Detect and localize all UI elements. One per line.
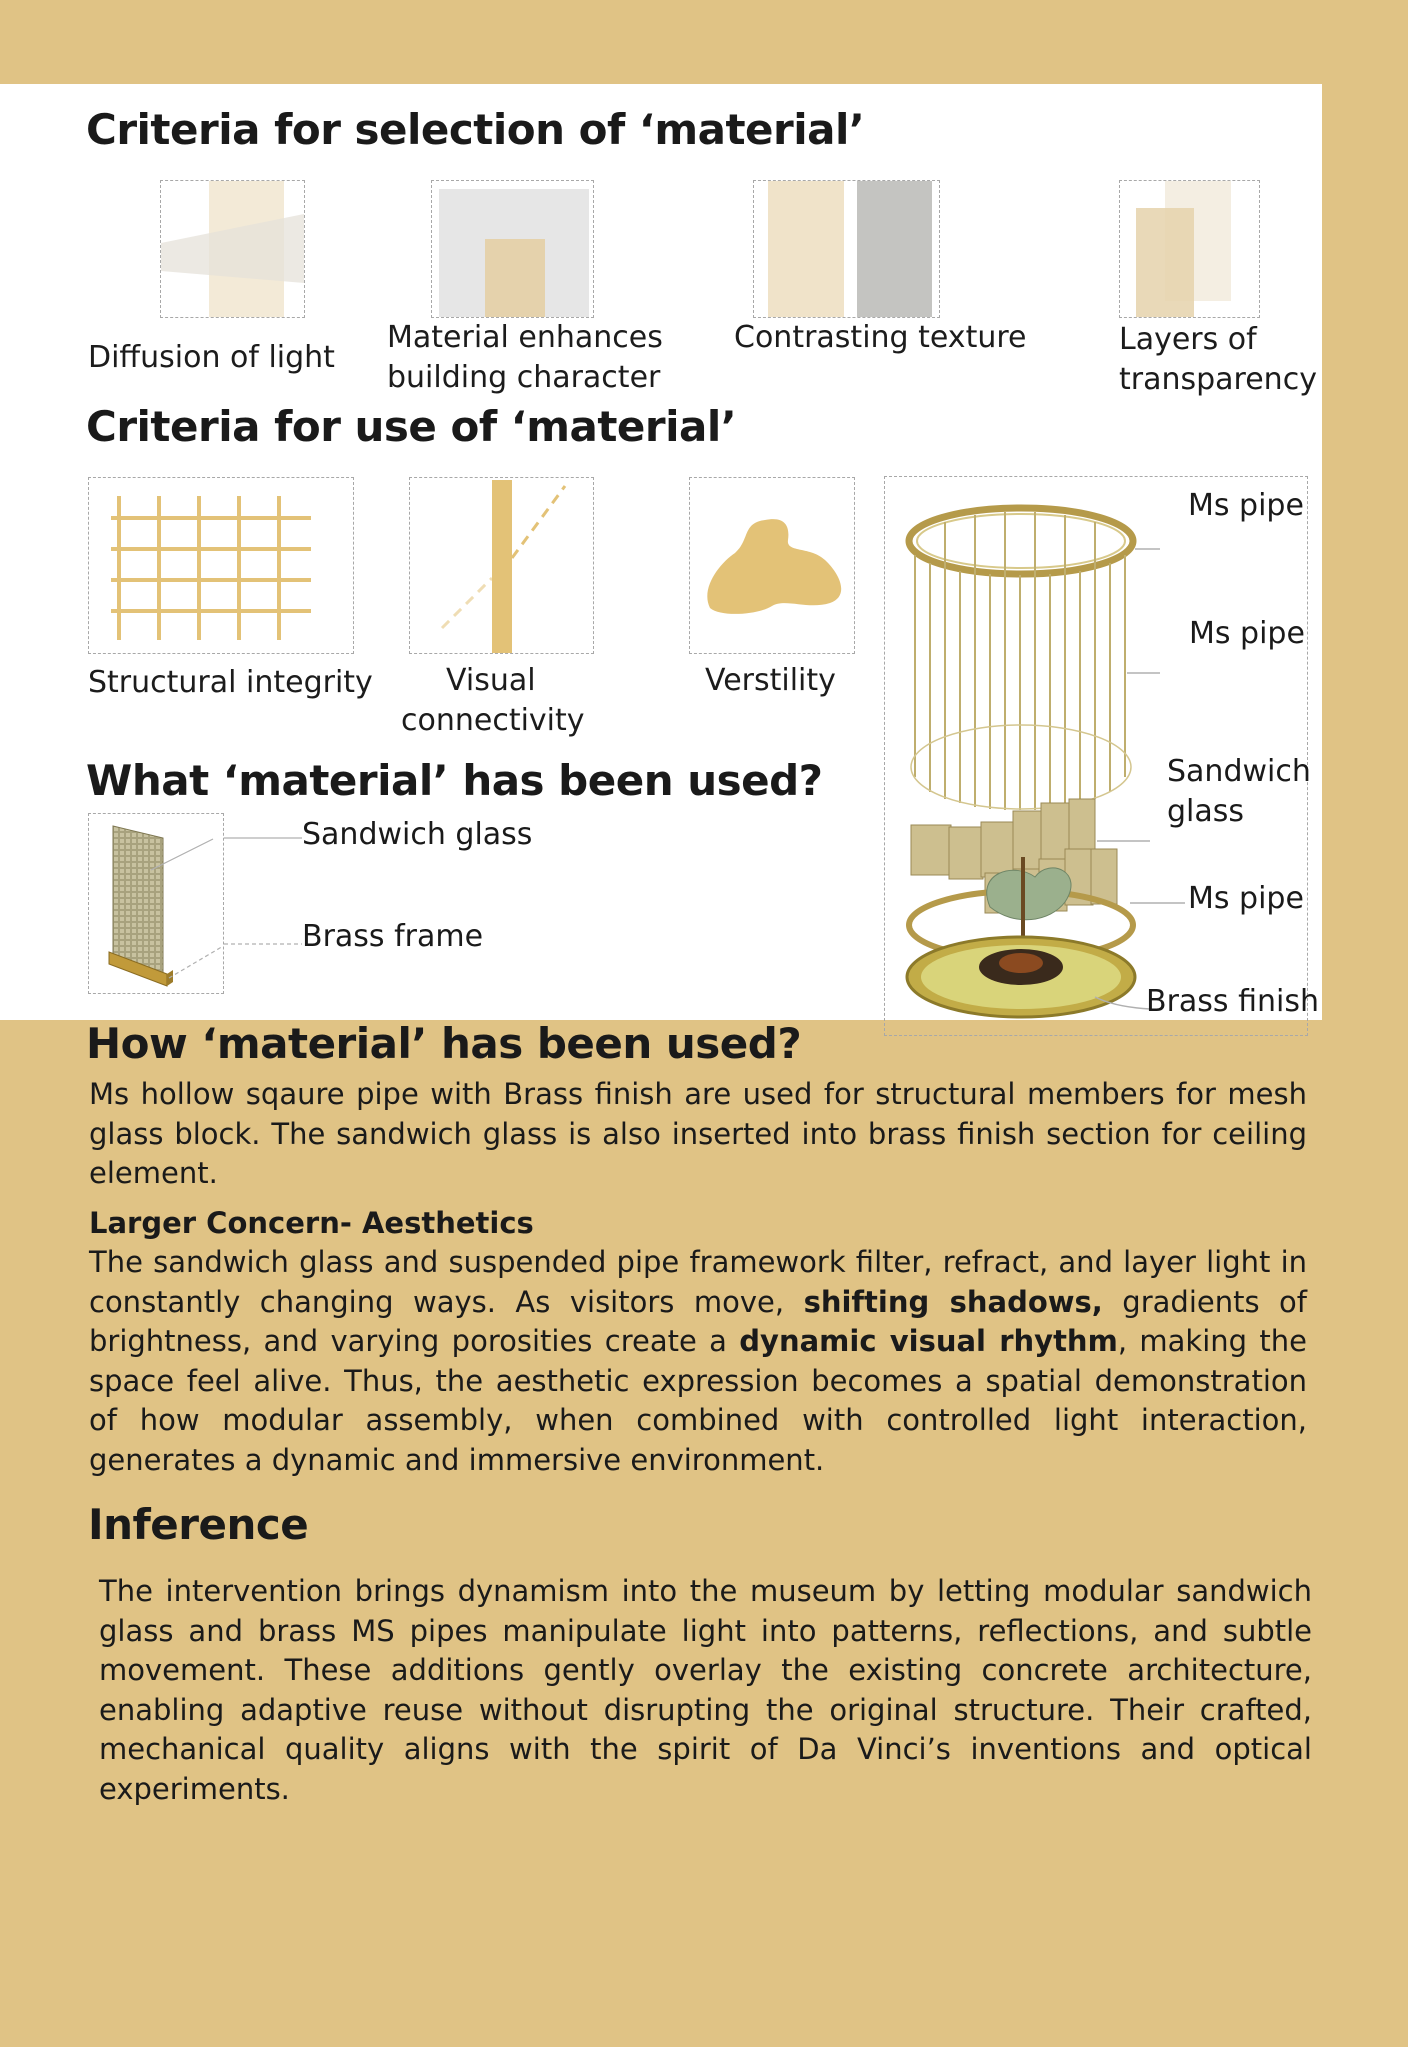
label-ms-pipe-mid: Ms pipe — [1189, 616, 1305, 651]
visual-connectivity-diagram — [409, 477, 594, 654]
glass-panel-leaders — [224, 830, 304, 950]
label-ms-pipe-low: Ms pipe — [1188, 881, 1304, 916]
emphasis-dynamic-visual-rhythm: dynamic visual rhythm — [739, 1324, 1118, 1358]
caption-diffusion-of-light: Diffusion of light — [88, 340, 335, 375]
versatility-diagram — [689, 477, 855, 654]
structural-grid-diagram — [88, 477, 354, 654]
inference-paragraph: The intervention brings dynamism into the museum by letting modular sandwich glass and brass MS pipes manipulate light into patterns, reflections, and subtle movement. These additions gently overlay the existing concrete architecture, enabling adaptive reuse without disrupting the original structure. Their crafted, mechanical quality aligns with the spirit of Da Vinci’s inventions and optical experiments. — [99, 1574, 1312, 1806]
heading-inference: Inference — [88, 1500, 309, 1549]
heading-use-criteria: Criteria for use of ‘material’ — [86, 402, 737, 451]
emphasis-shifting-shadows: shifting shadows, — [803, 1284, 1103, 1319]
heading-selection-criteria: Criteria for selection of ‘material’ — [86, 105, 865, 154]
caption-visual-connectivity-line1: Visual — [446, 663, 536, 698]
heading-material-used: What ‘material’ has been used? — [86, 756, 823, 805]
diffusion-of-light-diagram — [160, 180, 305, 318]
label-sandwich-glass-line1: Sandwich — [1167, 754, 1311, 789]
transparency-layers-diagram — [1119, 180, 1260, 318]
heading-how-material-used: How ‘material’ has been used? — [86, 1019, 802, 1068]
label-brass-frame: Brass frame — [302, 919, 484, 954]
caption-building-character-line1: Material enhances — [387, 320, 663, 355]
aesthetics-paragraph: The sandwich glass and suspended pipe framework filter, refract, and layer light in constantly changing ways. As visitors move, shifting shadows, gradients of brightness, and varying porosities create a dynamic visual rhythm, making the space feel alive. Thus, the aesthetic expression becomes a spatial demonstration of how modular assembly, when combined with controlled light interaction, generates a dynamic and immersive environment. — [89, 1245, 1308, 1477]
glass-panel-diagram — [88, 813, 224, 994]
label-ms-pipe-top: Ms pipe — [1188, 488, 1304, 523]
caption-transparency-line2: transparency — [1119, 362, 1317, 397]
caption-contrasting-texture: Contrasting texture — [734, 320, 1027, 355]
how-used-paragraph: Ms hollow sqaure pipe with Brass finish are used for structural members for mesh glass block. The sandwich glass is also inserted into brass finish section for ceiling element. — [89, 1077, 1307, 1190]
label-brass-finish: Brass finish — [1146, 984, 1319, 1019]
subheading-aesthetics: Larger Concern- Aesthetics — [89, 1206, 534, 1240]
building-character-diagram — [431, 180, 594, 318]
label-sandwich-glass: Sandwich glass — [302, 817, 533, 852]
caption-transparency-line1: Layers of — [1119, 322, 1257, 357]
caption-building-character-line2: building character — [387, 360, 661, 395]
caption-versatility: Verstility — [705, 663, 836, 698]
contrasting-texture-diagram — [753, 180, 940, 318]
label-sandwich-glass-line2: glass — [1167, 794, 1245, 829]
caption-structural-integrity: Structural integrity — [88, 665, 373, 700]
caption-visual-connectivity-line2: connectivity — [401, 703, 585, 738]
